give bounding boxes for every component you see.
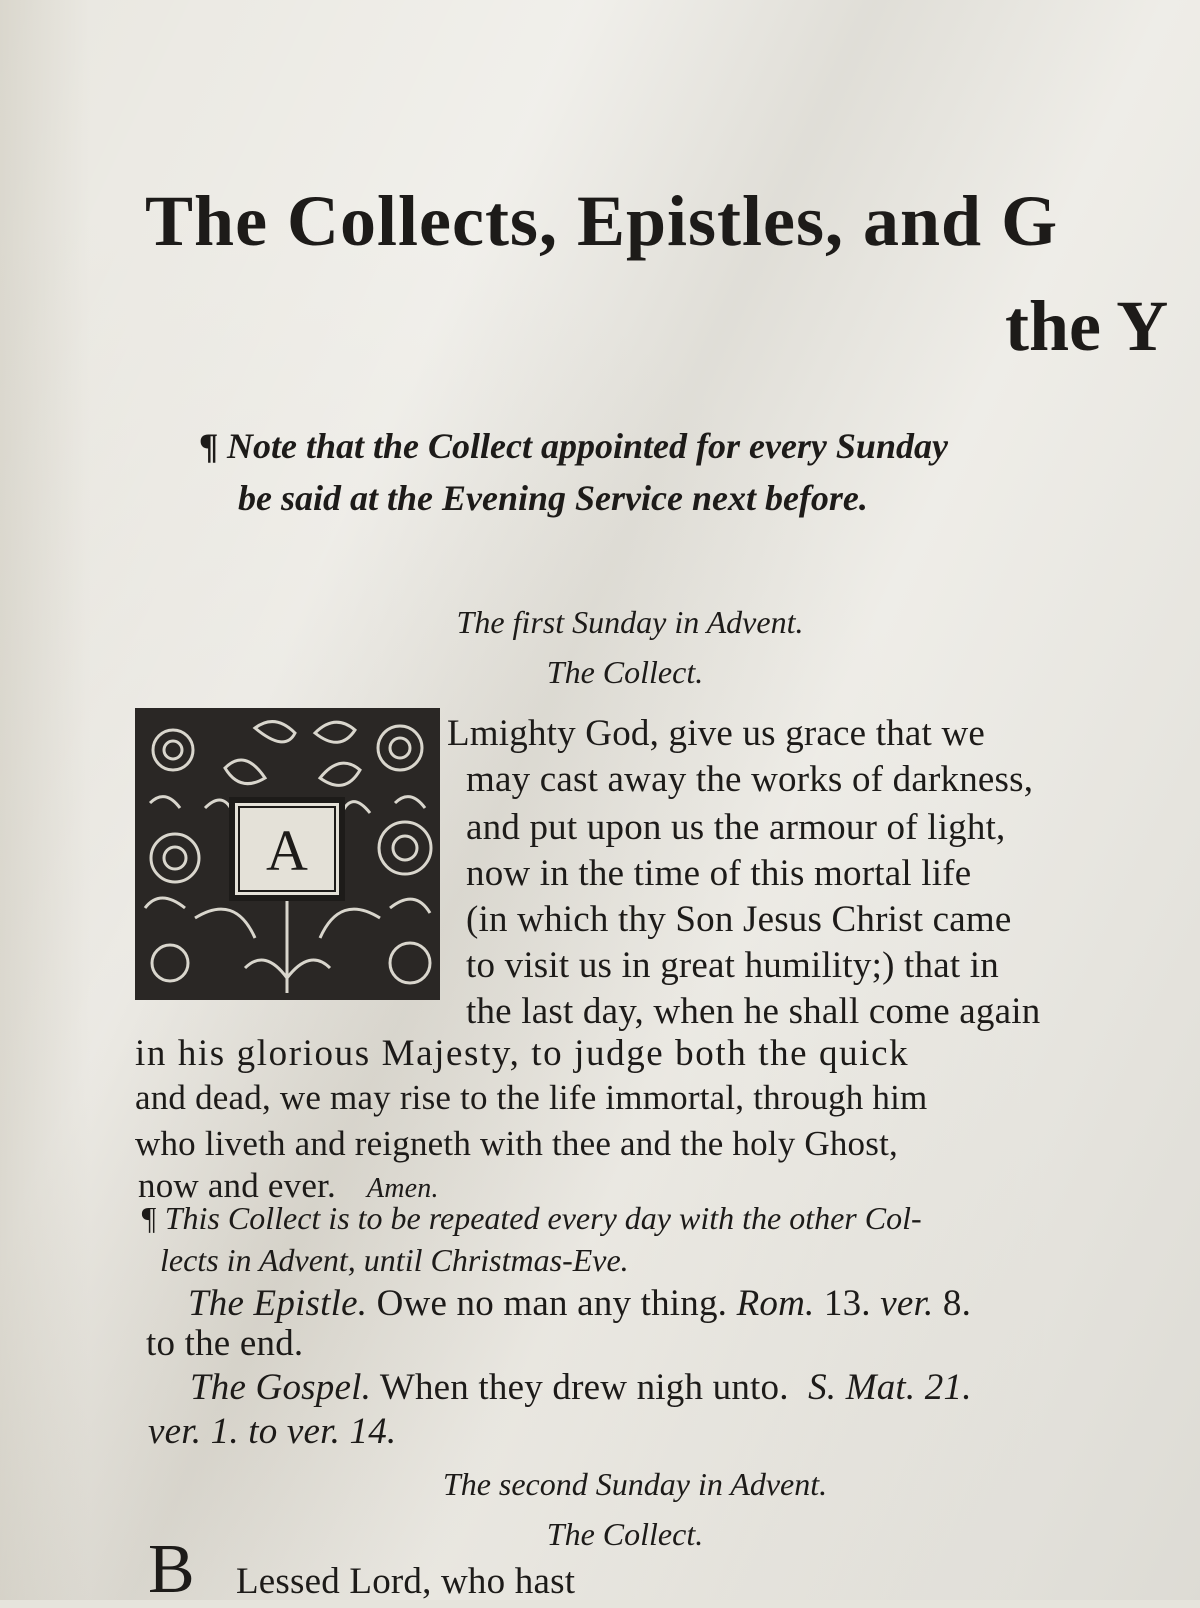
gospel-text: When they drew nigh unto.	[379, 1367, 789, 1408]
epistle-label: The Epistle.	[188, 1283, 368, 1324]
collect-line-9: and dead, we may rise to the life immortal, through him	[135, 1078, 928, 1117]
collect-line-1: Lmighty God, give us grace that we	[447, 713, 986, 754]
woodcut-floral-icon	[135, 708, 440, 1000]
second-collect-line-1: Lessed Lord, who hast	[236, 1561, 576, 1602]
advent-rubric-line-1: ¶ This Collect is to be repeated every day with the other Col-	[140, 1200, 922, 1236]
collect-line-10: who liveth and reigneth with thee and the holy Ghost,	[135, 1124, 898, 1163]
page-edge-shadow	[0, 0, 90, 1600]
gospel-line-1	[190, 1366, 972, 1409]
second-collect-initial: B	[148, 1531, 195, 1608]
second-collect-heading: The Collect.	[546, 1516, 704, 1552]
epistle-text: Owe no man any thing.	[376, 1283, 728, 1324]
epistle-book: Rom.	[736, 1283, 815, 1324]
epistle-chapter: 13.	[823, 1283, 871, 1324]
page-title-line-1: The Collects, Epistles, and G	[145, 181, 1059, 261]
collect-line-3: and put upon us the armour of light,	[466, 807, 1006, 848]
epistle-line-1	[188, 1282, 971, 1325]
collect-line-4: now in the time of this mortal life	[466, 853, 972, 894]
second-sunday-heading: The second Sunday in Advent.	[442, 1466, 828, 1502]
note-line-1: ¶ Note that the Collect appointed for every Sunday	[200, 426, 948, 466]
collect-last-text: now and ever.	[138, 1166, 336, 1205]
collect-line-8: in his glorious Majesty, to judge both the quick	[135, 1033, 910, 1074]
dropcap-letter: A	[266, 818, 308, 883]
collect-line-5: (in which thy Son Jesus Christ came	[466, 899, 1012, 940]
decorated-initial	[135, 708, 440, 1000]
note-line-2: be said at the Evening Service next before.	[238, 478, 868, 518]
epistle-ver-label: ver.	[880, 1283, 934, 1324]
page-title-line-2: the Y	[1005, 286, 1169, 366]
advent-rubric-line-2: lects in Advent, until Christmas-Eve.	[160, 1242, 629, 1278]
first-sunday-heading: The first Sunday in Advent.	[456, 604, 804, 640]
note-rubric	[200, 420, 1200, 524]
gospel-line-2: ver. 1. to ver. 14.	[148, 1411, 397, 1452]
epistle-verse: 8.	[942, 1283, 972, 1324]
amen-label: Amen.	[366, 1173, 439, 1204]
epistle-line-2: to the end.	[146, 1323, 304, 1364]
collect-line-6: to visit us in great humility;) that in	[466, 945, 999, 986]
gospel-label: The Gospel.	[190, 1367, 372, 1408]
gospel-ref: S. Mat. 21.	[808, 1367, 972, 1408]
first-collect-heading: The Collect.	[546, 654, 704, 690]
collect-line-2: may cast away the works of darkness,	[466, 759, 1034, 800]
collect-line-7: the last day, when he shall come again	[466, 991, 1041, 1032]
